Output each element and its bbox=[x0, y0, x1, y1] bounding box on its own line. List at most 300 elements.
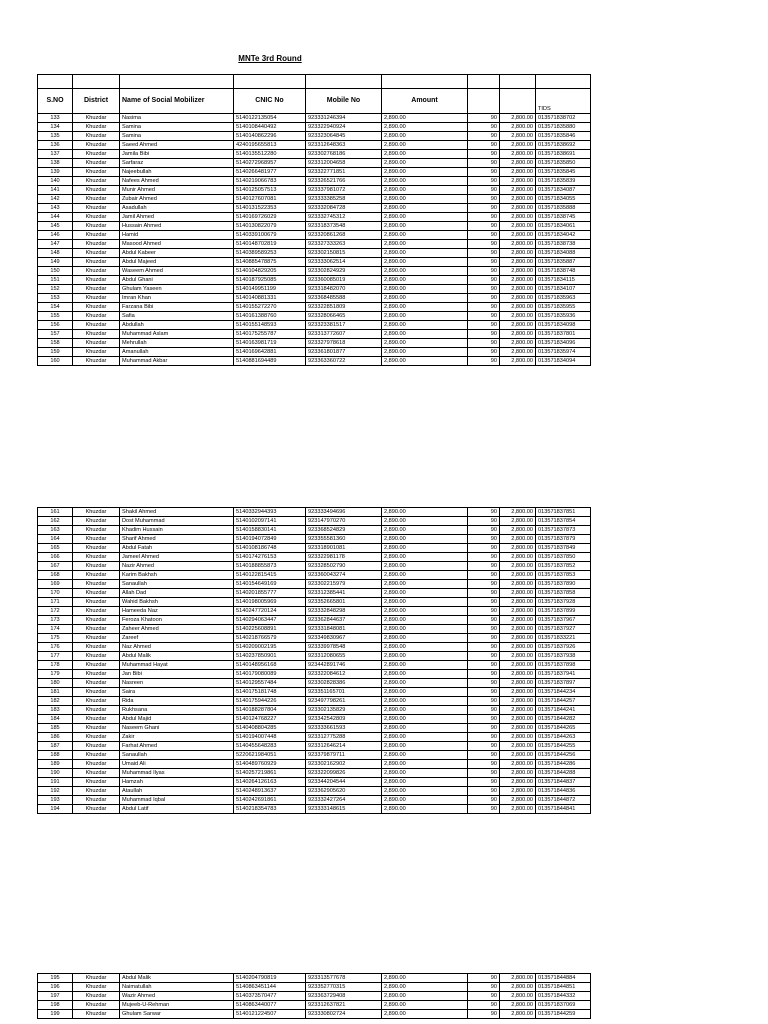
count-cell: 90 bbox=[468, 589, 500, 598]
district-cell: Khuzdar bbox=[73, 186, 120, 195]
tid-cell: 013571834098 bbox=[536, 321, 591, 330]
net-amount-cell: 2,800.00 bbox=[500, 312, 536, 321]
mobile-cell: 923312004658 bbox=[306, 159, 382, 168]
mobile-cell: 923349830967 bbox=[306, 634, 382, 643]
sno-cell: 140 bbox=[38, 177, 73, 186]
mobilizer-table-section-3 bbox=[37, 973, 591, 1019]
sno-cell: 163 bbox=[38, 526, 73, 535]
mobile-cell: 923333148615 bbox=[306, 805, 382, 814]
cnic-cell: 5140332944393 bbox=[234, 508, 306, 517]
mobile-cell: 923361801877 bbox=[306, 348, 382, 357]
sno-cell: 159 bbox=[38, 348, 73, 357]
district-cell: Khuzdar bbox=[73, 177, 120, 186]
count-cell: 90 bbox=[468, 760, 500, 769]
mobile-cell: 923327978618 bbox=[306, 339, 382, 348]
cnic-cell: 5140125057513 bbox=[234, 186, 306, 195]
sno-cell: 165 bbox=[38, 544, 73, 553]
district-cell: Khuzdar bbox=[73, 643, 120, 652]
sno-cell: 162 bbox=[38, 517, 73, 526]
count-cell: 90 bbox=[468, 526, 500, 535]
district-cell: Khuzdar bbox=[73, 679, 120, 688]
district-cell: Khuzdar bbox=[73, 285, 120, 294]
sno-cell: 137 bbox=[38, 150, 73, 159]
net-amount-cell: 2,800.00 bbox=[500, 598, 536, 607]
amount-cell: 2,890.00 bbox=[382, 571, 468, 580]
sno-cell: 176 bbox=[38, 643, 73, 652]
cnic-cell: 5140188287804 bbox=[234, 706, 306, 715]
tid-cell: 013571837851 bbox=[536, 508, 591, 517]
count-cell: 90 bbox=[468, 625, 500, 634]
mobile-cell: 923326521766 bbox=[306, 177, 382, 186]
table-row bbox=[38, 303, 591, 312]
cnic-cell: 5140169642881 bbox=[234, 348, 306, 357]
sno-cell: 177 bbox=[38, 652, 73, 661]
cnic-cell: 5140237850901 bbox=[234, 652, 306, 661]
header-district: District bbox=[73, 89, 120, 114]
name-cell: Zaheer Ahmed bbox=[120, 625, 234, 634]
table-row bbox=[38, 1010, 591, 1019]
header-spacer-row bbox=[38, 75, 591, 89]
net-amount-cell: 2,800.00 bbox=[500, 643, 536, 652]
table-row bbox=[38, 706, 591, 715]
cnic-cell: 5140264126163 bbox=[234, 778, 306, 787]
sno-cell: 196 bbox=[38, 983, 73, 992]
district-cell: Khuzdar bbox=[73, 787, 120, 796]
net-amount-cell: 2,800.00 bbox=[500, 526, 536, 535]
table-row bbox=[38, 249, 591, 258]
amount-cell: 2,890.00 bbox=[382, 760, 468, 769]
name-cell: Zubair Ahmed bbox=[120, 195, 234, 204]
cnic-cell: 5140148702819 bbox=[234, 240, 306, 249]
district-cell: Khuzdar bbox=[73, 778, 120, 787]
tid-cell: 013571844255 bbox=[536, 742, 591, 751]
district-cell: Khuzdar bbox=[73, 114, 120, 123]
cnic-cell: 5140247720124 bbox=[234, 607, 306, 616]
tid-cell: 013571837928 bbox=[536, 598, 591, 607]
mobile-cell: 923368485588 bbox=[306, 294, 382, 303]
mobile-cell: 923332848298 bbox=[306, 607, 382, 616]
district-cell: Khuzdar bbox=[73, 616, 120, 625]
name-cell: Saira bbox=[120, 688, 234, 697]
tid-cell: 013571835963 bbox=[536, 294, 591, 303]
net-amount-cell: 2,800.00 bbox=[500, 715, 536, 724]
amount-cell: 2,890.00 bbox=[382, 679, 468, 688]
name-cell: Ghulam Yaseen bbox=[120, 285, 234, 294]
net-amount-cell: 2,800.00 bbox=[500, 132, 536, 141]
district-cell: Khuzdar bbox=[73, 1001, 120, 1010]
table-row bbox=[38, 258, 591, 267]
mobile-cell: 923342542809 bbox=[306, 715, 382, 724]
count-cell: 90 bbox=[468, 285, 500, 294]
cnic-cell: 5140204790819 bbox=[234, 974, 306, 983]
tid-cell: 013571837899 bbox=[536, 607, 591, 616]
cnic-cell: 5140294063447 bbox=[234, 616, 306, 625]
tid-cell: 013571834115 bbox=[536, 276, 591, 285]
mobile-cell: 923323381517 bbox=[306, 321, 382, 330]
cnic-cell: 5140863451144 bbox=[234, 983, 306, 992]
amount-cell: 2,890.00 bbox=[382, 1001, 468, 1010]
table-row bbox=[38, 141, 591, 150]
amount-cell: 2,890.00 bbox=[382, 535, 468, 544]
name-cell: Rukhsana bbox=[120, 706, 234, 715]
amount-cell: 2,890.00 bbox=[382, 607, 468, 616]
count-cell: 90 bbox=[468, 742, 500, 751]
tid-cell: 013571837926 bbox=[536, 643, 591, 652]
district-cell: Khuzdar bbox=[73, 805, 120, 814]
name-cell: Abdul Majeed bbox=[120, 258, 234, 267]
amount-cell: 2,890.00 bbox=[382, 805, 468, 814]
net-amount-cell: 2,800.00 bbox=[500, 258, 536, 267]
mobile-cell: 923313772607 bbox=[306, 330, 382, 339]
sno-cell: 189 bbox=[38, 760, 73, 769]
mobile-cell: 923327333263 bbox=[306, 240, 382, 249]
count-cell: 90 bbox=[468, 1010, 500, 1019]
mobile-cell: 923323064845 bbox=[306, 132, 382, 141]
table-row bbox=[38, 204, 591, 213]
net-amount-cell: 2,800.00 bbox=[500, 571, 536, 580]
sno-cell: 139 bbox=[38, 168, 73, 177]
sno-cell: 145 bbox=[38, 222, 73, 231]
net-amount-cell: 2,800.00 bbox=[500, 339, 536, 348]
count-cell: 90 bbox=[468, 204, 500, 213]
name-cell: Farhat Ahmed bbox=[120, 742, 234, 751]
amount-cell: 2,890.00 bbox=[382, 778, 468, 787]
tid-cell: 013571844836 bbox=[536, 787, 591, 796]
name-cell: Farzana Bibi bbox=[120, 303, 234, 312]
mobile-cell: 923322084612 bbox=[306, 670, 382, 679]
header-blank-1 bbox=[468, 89, 500, 114]
name-cell: Feroza Khatoon bbox=[120, 616, 234, 625]
mobile-cell: 923302828386 bbox=[306, 679, 382, 688]
mobile-cell: 923351165701 bbox=[306, 688, 382, 697]
count-cell: 90 bbox=[468, 733, 500, 742]
mobile-cell: 923344204544 bbox=[306, 778, 382, 787]
table-row bbox=[38, 267, 591, 276]
sno-cell: 198 bbox=[38, 1001, 73, 1010]
count-cell: 90 bbox=[468, 715, 500, 724]
name-cell: Wazir Ahmed bbox=[120, 992, 234, 1001]
amount-cell: 2,890.00 bbox=[382, 321, 468, 330]
name-cell: Nafees Ahmed bbox=[120, 177, 234, 186]
district-cell: Khuzdar bbox=[73, 607, 120, 616]
net-amount-cell: 2,800.00 bbox=[500, 580, 536, 589]
name-cell: Muhammad Iqbal bbox=[120, 796, 234, 805]
sno-cell: 187 bbox=[38, 742, 73, 751]
district-cell: Khuzdar bbox=[73, 661, 120, 670]
net-amount-cell: 2,800.00 bbox=[500, 276, 536, 285]
table-row bbox=[38, 679, 591, 688]
table-row bbox=[38, 616, 591, 625]
table-row bbox=[38, 715, 591, 724]
name-cell: Shakil Ahmed bbox=[120, 508, 234, 517]
count-cell: 90 bbox=[468, 974, 500, 983]
name-cell: Munir Ahmed bbox=[120, 186, 234, 195]
count-cell: 90 bbox=[468, 688, 500, 697]
tid-cell: 013571837879 bbox=[536, 535, 591, 544]
count-cell: 90 bbox=[468, 339, 500, 348]
amount-cell: 2,890.00 bbox=[382, 204, 468, 213]
table-row bbox=[38, 688, 591, 697]
tid-cell: 013571837890 bbox=[536, 580, 591, 589]
name-cell: Abdul Majid bbox=[120, 715, 234, 724]
sno-cell: 192 bbox=[38, 787, 73, 796]
tid-cell: 013571838738 bbox=[536, 240, 591, 249]
amount-cell: 2,890.00 bbox=[382, 634, 468, 643]
district-cell: Khuzdar bbox=[73, 222, 120, 231]
count-cell: 90 bbox=[468, 616, 500, 625]
name-cell: Abdul Ghani bbox=[120, 276, 234, 285]
tid-cell: 013571844288 bbox=[536, 769, 591, 778]
name-cell: Abdul Latif bbox=[120, 805, 234, 814]
mobile-cell: 923318482070 bbox=[306, 285, 382, 294]
district-cell: Khuzdar bbox=[73, 303, 120, 312]
mobile-cell: 923497798261 bbox=[306, 697, 382, 706]
net-amount-cell: 2,800.00 bbox=[500, 186, 536, 195]
amount-cell: 2,890.00 bbox=[382, 141, 468, 150]
sno-cell: 155 bbox=[38, 312, 73, 321]
tid-cell: 013571844332 bbox=[536, 992, 591, 1001]
net-amount-cell: 2,800.00 bbox=[500, 222, 536, 231]
cnic-cell: 5140140881331 bbox=[234, 294, 306, 303]
sno-cell: 178 bbox=[38, 661, 73, 670]
count-cell: 90 bbox=[468, 553, 500, 562]
count-cell: 90 bbox=[468, 357, 500, 366]
table-body-section-3 bbox=[38, 974, 591, 1019]
amount-cell: 2,890.00 bbox=[382, 697, 468, 706]
tid-cell: 013571834055 bbox=[536, 195, 591, 204]
table-row bbox=[38, 580, 591, 589]
table-row bbox=[38, 168, 591, 177]
cnic-cell: 4240195655813 bbox=[234, 141, 306, 150]
mobile-cell: 923328066465 bbox=[306, 312, 382, 321]
count-cell: 90 bbox=[468, 517, 500, 526]
cnic-cell: 5140201855777 bbox=[234, 589, 306, 598]
table-row bbox=[38, 285, 591, 294]
cnic-cell: 5140154649169 bbox=[234, 580, 306, 589]
name-cell: Sanaullah bbox=[120, 580, 234, 589]
header-blank-2 bbox=[500, 89, 536, 114]
tid-cell: 013571835839 bbox=[536, 177, 591, 186]
cnic-cell: 5140131522353 bbox=[234, 204, 306, 213]
name-cell: Jameel Ahmed bbox=[120, 553, 234, 562]
net-amount-cell: 2,800.00 bbox=[500, 760, 536, 769]
tid-cell: 013571837858 bbox=[536, 589, 591, 598]
amount-cell: 2,890.00 bbox=[382, 733, 468, 742]
header-tids: TIDS bbox=[536, 89, 591, 114]
name-cell: Abdul Malik bbox=[120, 974, 234, 983]
district-cell: Khuzdar bbox=[73, 724, 120, 733]
mobile-cell: 923363729408 bbox=[306, 992, 382, 1001]
district-cell: Khuzdar bbox=[73, 348, 120, 357]
table-row bbox=[38, 231, 591, 240]
amount-cell: 2,890.00 bbox=[382, 715, 468, 724]
net-amount-cell: 2,800.00 bbox=[500, 697, 536, 706]
mobile-cell: 923318373548 bbox=[306, 222, 382, 231]
sno-cell: 161 bbox=[38, 508, 73, 517]
sno-cell: 146 bbox=[38, 231, 73, 240]
cnic-cell: 5140104829205 bbox=[234, 267, 306, 276]
table-row bbox=[38, 796, 591, 805]
count-cell: 90 bbox=[468, 724, 500, 733]
amount-cell: 2,890.00 bbox=[382, 168, 468, 177]
sno-cell: 190 bbox=[38, 769, 73, 778]
header-row bbox=[38, 89, 591, 114]
table-row bbox=[38, 213, 591, 222]
mobile-cell: 923333494696 bbox=[306, 508, 382, 517]
name-cell: Jan Bibi bbox=[120, 670, 234, 679]
cnic-cell: 5140174276153 bbox=[234, 553, 306, 562]
amount-cell: 2,890.00 bbox=[382, 598, 468, 607]
net-amount-cell: 2,800.00 bbox=[500, 517, 536, 526]
mobile-cell: 923332745312 bbox=[306, 213, 382, 222]
net-amount-cell: 2,800.00 bbox=[500, 733, 536, 742]
tid-cell: 013571837854 bbox=[536, 517, 591, 526]
cnic-cell: 5140122135054 bbox=[234, 114, 306, 123]
district-cell: Khuzdar bbox=[73, 267, 120, 276]
amount-cell: 2,890.00 bbox=[382, 787, 468, 796]
net-amount-cell: 2,800.00 bbox=[500, 330, 536, 339]
table-row bbox=[38, 643, 591, 652]
mobile-cell: 923333062514 bbox=[306, 258, 382, 267]
count-cell: 90 bbox=[468, 571, 500, 580]
count-cell: 90 bbox=[468, 562, 500, 571]
cnic-cell: 5140408804285 bbox=[234, 724, 306, 733]
mobile-cell: 923312775288 bbox=[306, 733, 382, 742]
count-cell: 90 bbox=[468, 348, 500, 357]
amount-cell: 2,890.00 bbox=[382, 339, 468, 348]
amount-cell: 2,890.00 bbox=[382, 303, 468, 312]
mobile-cell: 923302150815 bbox=[306, 249, 382, 258]
table-row bbox=[38, 526, 591, 535]
amount-cell: 2,890.00 bbox=[382, 616, 468, 625]
cnic-cell: 5140155148593 bbox=[234, 321, 306, 330]
amount-cell: 2,890.00 bbox=[382, 294, 468, 303]
net-amount-cell: 2,800.00 bbox=[500, 150, 536, 159]
sno-cell: 185 bbox=[38, 724, 73, 733]
sno-cell: 197 bbox=[38, 992, 73, 1001]
name-cell: Umaid Ali bbox=[120, 760, 234, 769]
count-cell: 90 bbox=[468, 123, 500, 132]
net-amount-cell: 2,800.00 bbox=[500, 652, 536, 661]
name-cell: Naimatullah bbox=[120, 983, 234, 992]
sno-cell: 183 bbox=[38, 706, 73, 715]
table-row bbox=[38, 634, 591, 643]
name-cell: Mujeeb-U-Rehman bbox=[120, 1001, 234, 1010]
net-amount-cell: 2,800.00 bbox=[500, 159, 536, 168]
name-cell: Mehrullah bbox=[120, 339, 234, 348]
name-cell: Dost Muhammad bbox=[120, 517, 234, 526]
net-amount-cell: 2,800.00 bbox=[500, 267, 536, 276]
name-cell: Nazir Ahmed bbox=[120, 562, 234, 571]
sno-cell: 173 bbox=[38, 616, 73, 625]
amount-cell: 2,890.00 bbox=[382, 643, 468, 652]
tid-cell: 013571844241 bbox=[536, 706, 591, 715]
amount-cell: 2,890.00 bbox=[382, 517, 468, 526]
name-cell: Nasreen bbox=[120, 679, 234, 688]
district-cell: Khuzdar bbox=[73, 697, 120, 706]
amount-cell: 2,890.00 bbox=[382, 249, 468, 258]
table-row bbox=[38, 348, 591, 357]
amount-cell: 2,890.00 bbox=[382, 267, 468, 276]
mobile-cell: 923362844637 bbox=[306, 616, 382, 625]
count-cell: 90 bbox=[468, 258, 500, 267]
net-amount-cell: 2,800.00 bbox=[500, 670, 536, 679]
header-amount: Amount bbox=[382, 89, 468, 114]
net-amount-cell: 2,800.00 bbox=[500, 231, 536, 240]
district-cell: Khuzdar bbox=[73, 312, 120, 321]
amount-cell: 2,890.00 bbox=[382, 276, 468, 285]
district-cell: Khuzdar bbox=[73, 204, 120, 213]
sno-cell: 179 bbox=[38, 670, 73, 679]
net-amount-cell: 2,800.00 bbox=[500, 769, 536, 778]
district-cell: Khuzdar bbox=[73, 544, 120, 553]
sno-cell: 135 bbox=[38, 132, 73, 141]
cnic-cell: 5140121224507 bbox=[234, 1010, 306, 1019]
count-cell: 90 bbox=[468, 598, 500, 607]
table-row bbox=[38, 1001, 591, 1010]
mobile-cell: 923331848081 bbox=[306, 625, 382, 634]
cnic-cell: 5140108186748 bbox=[234, 544, 306, 553]
tid-cell: 013571844282 bbox=[536, 715, 591, 724]
net-amount-cell: 2,800.00 bbox=[500, 294, 536, 303]
sno-cell: 154 bbox=[38, 303, 73, 312]
mobile-cell: 923330802724 bbox=[306, 1010, 382, 1019]
district-cell: Khuzdar bbox=[73, 688, 120, 697]
name-cell: Abdul Fatah bbox=[120, 544, 234, 553]
sno-cell: 195 bbox=[38, 974, 73, 983]
sno-cell: 149 bbox=[38, 258, 73, 267]
name-cell: Allah Dad bbox=[120, 589, 234, 598]
amount-cell: 2,890.00 bbox=[382, 195, 468, 204]
tid-cell: 013571834094 bbox=[536, 357, 591, 366]
cnic-cell: 5140155272270 bbox=[234, 303, 306, 312]
cnic-cell: 5140175181748 bbox=[234, 688, 306, 697]
count-cell: 90 bbox=[468, 706, 500, 715]
net-amount-cell: 2,800.00 bbox=[500, 240, 536, 249]
amount-cell: 2,890.00 bbox=[382, 1010, 468, 1019]
count-cell: 90 bbox=[468, 150, 500, 159]
amount-cell: 2,890.00 bbox=[382, 589, 468, 598]
name-cell: Nasima bbox=[120, 114, 234, 123]
mobile-cell: 923302824929 bbox=[306, 267, 382, 276]
district-cell: Khuzdar bbox=[73, 760, 120, 769]
name-cell: Rida bbox=[120, 697, 234, 706]
table-row bbox=[38, 123, 591, 132]
table-row bbox=[38, 535, 591, 544]
net-amount-cell: 2,800.00 bbox=[500, 303, 536, 312]
net-amount-cell: 2,800.00 bbox=[500, 1010, 536, 1019]
mobile-cell: 923328502790 bbox=[306, 562, 382, 571]
district-cell: Khuzdar bbox=[73, 141, 120, 150]
amount-cell: 2,890.00 bbox=[382, 652, 468, 661]
cnic-cell: 5140257219861 bbox=[234, 769, 306, 778]
sno-cell: 136 bbox=[38, 141, 73, 150]
tid-cell: 013571837852 bbox=[536, 562, 591, 571]
name-cell: Samina bbox=[120, 123, 234, 132]
table-row bbox=[38, 697, 591, 706]
net-amount-cell: 2,800.00 bbox=[500, 679, 536, 688]
cnic-cell: 5140140862296 bbox=[234, 132, 306, 141]
table-row bbox=[38, 321, 591, 330]
table-row bbox=[38, 177, 591, 186]
amount-cell: 2,890.00 bbox=[382, 159, 468, 168]
cnic-cell: 5140102097141 bbox=[234, 517, 306, 526]
amount-cell: 2,890.00 bbox=[382, 123, 468, 132]
amount-cell: 2,890.00 bbox=[382, 992, 468, 1001]
cnic-cell: 5140225608891 bbox=[234, 625, 306, 634]
tid-cell: 013571835936 bbox=[536, 312, 591, 321]
mobilizer-table-section-1 bbox=[37, 74, 591, 366]
